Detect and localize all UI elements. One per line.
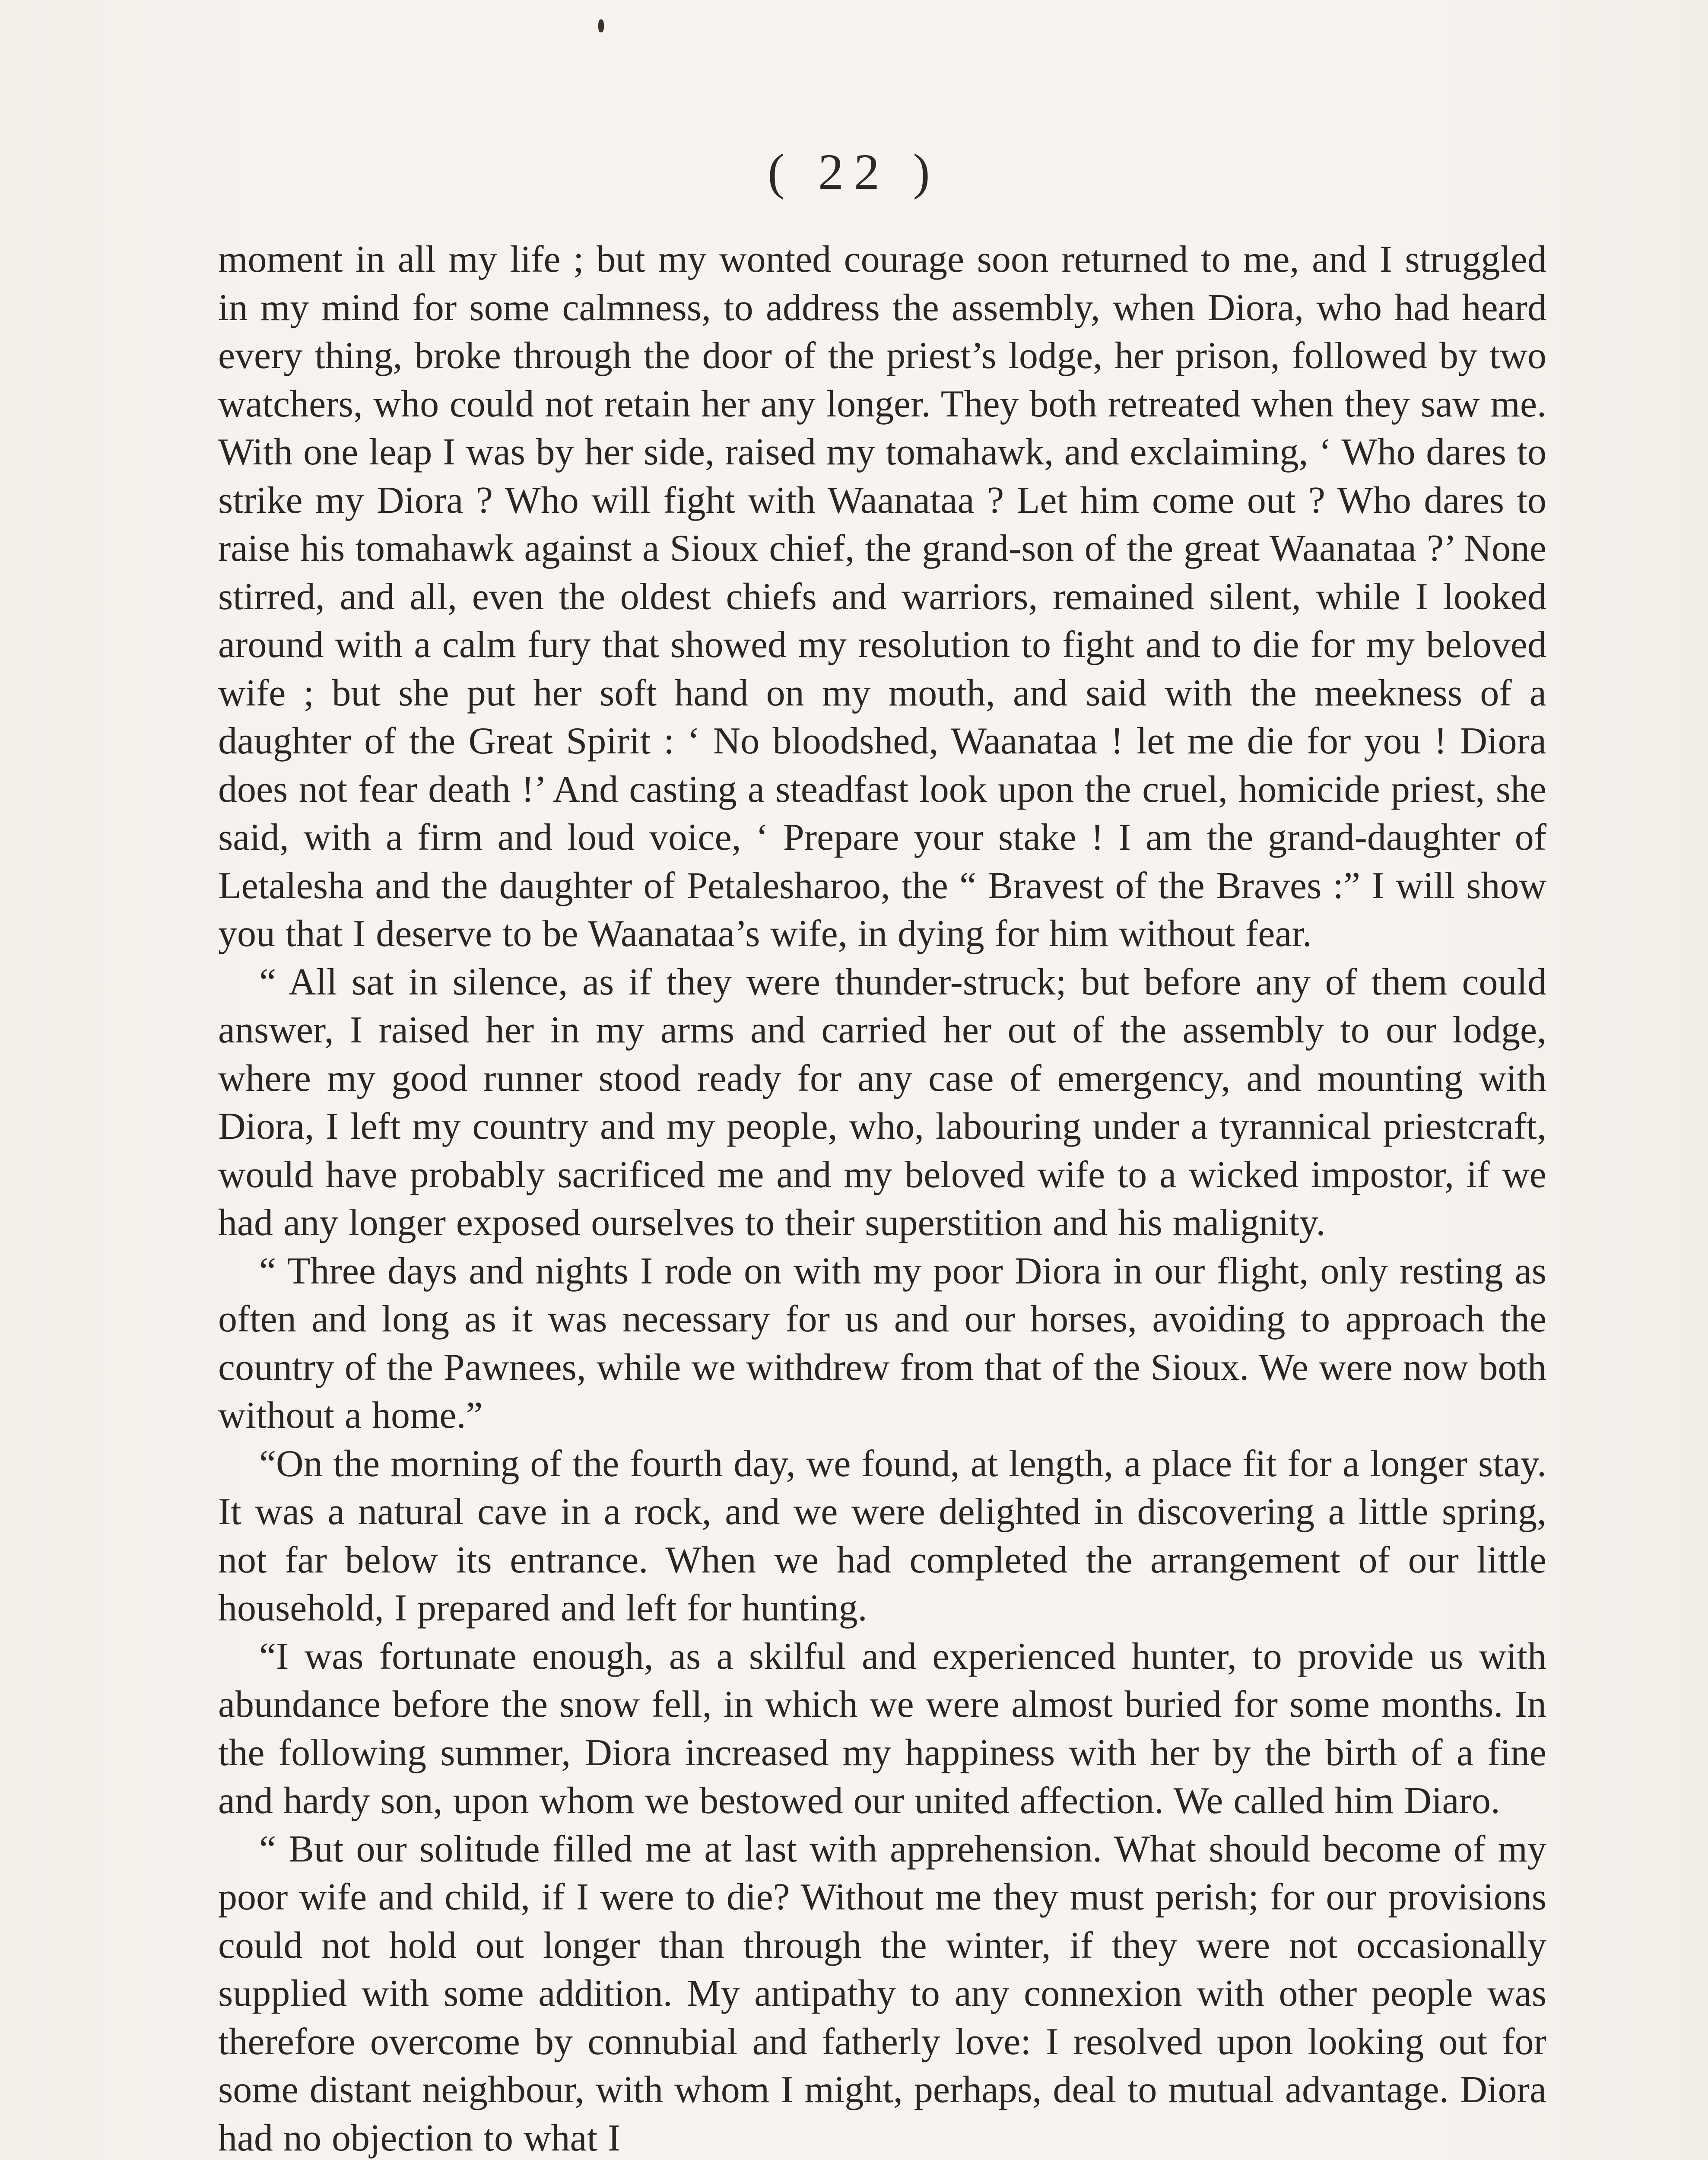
paragraph-6: “ But our solitude filled me at last with apprehension. What should become of my poor wife and child, if I were to die? Without me they must perish; for our provisions could not hold out longer than through the winter, if they were not occasionally supplied with some addition. My antipathy to any connexion with other people was therefore overcome by connubial and fatherly love: I resolved upon looking out for some distant neighbour, with whom I might, perhaps, deal to mutual advantage. Diora had no objection to what I [218, 1828, 1546, 2159]
paragraph-1: moment in all my life ; but my wonted courage soon returned to me, and I struggled in my mind for some calmness, to address the assembly, when Diora, who had heard every thing, broke through the door of the priest’s lodge, her prison, followed by two watchers, who could not retain her any longer. They both retreated when they saw me. With one leap I was by her side, raised my tomahawk, and exclaiming, ‘ Who dares to strike my Diora ? Who will fight with Waanataa ? Let him come out ? Who dares to raise his tomahawk against a Sioux chief, the grand-son of the great Waanataa ?’ None stirred, and all, even the oldest chiefs and warriors, remained silent, while I looked around with a calm fury that showed my resolution to fight and to die for my beloved wife ; but she put her soft hand on my mouth, and said with the meekness of a daughter of the Great Spirit : ‘ No bloodshed, Waanataa ! let me die for you ! Diora does not fear death !’ And casting a steadfast look upon the cruel, homicide priest, she said, with a firm and loud voice, ‘ Prepare your stake ! I am the grand-daughter of Letalesha and the daughter of Petalesharoo, the “ Bravest of the Braves :” I will show you that I deserve to be Waanataa’s wife, in dying for him without fear. [218, 238, 1546, 955]
paragraph-5: “I was fortunate enough, as a skilful and experienced hunter, to provide us with abundance before the snow fell, in which we were almost buried for some months. In the following summer, Diora increased my happiness with her by the birth of a fine and hardy son, upon whom we bestowed our united affection. We called him Diaro. [218, 1635, 1546, 1822]
page-number: ( 22 ) [768, 143, 940, 200]
paragraph-4: “On the morning of the fourth day, we found, at length, a place fit for a longer stay. It was a natural cave in a rock, and we were delighted in discovering a little spring, not far below its entrance. When we had completed the arrangement of our little household, I prepared and left for hunting. [218, 1442, 1546, 1629]
body-text [218, 235, 1546, 2160]
ink-speck-top [598, 19, 604, 32]
paragraph-3: “ Three days and nights I rode on with my poor Diora in our flight, only resting as often and long as it was necessary for us and our horses, avoiding to approach the country of the Pawnees, while we withdrew from that of the Sioux. We were now both without a home.” [218, 1250, 1546, 1436]
paragraph-2: “ All sat in silence, as if they were thunder-struck; but before any of them could answer, I raised her in my arms and carried her out of the assembly to our lodge, where my good runner stood ready for any case of emergency, and mounting with Diora, I left my country and my people, who, labouring under a tyrannical priestcraft, would have probably sacrificed me and my beloved wife to a wicked impostor, if we had any longer exposed ourselves to their superstition and his malignity. [218, 961, 1546, 1244]
